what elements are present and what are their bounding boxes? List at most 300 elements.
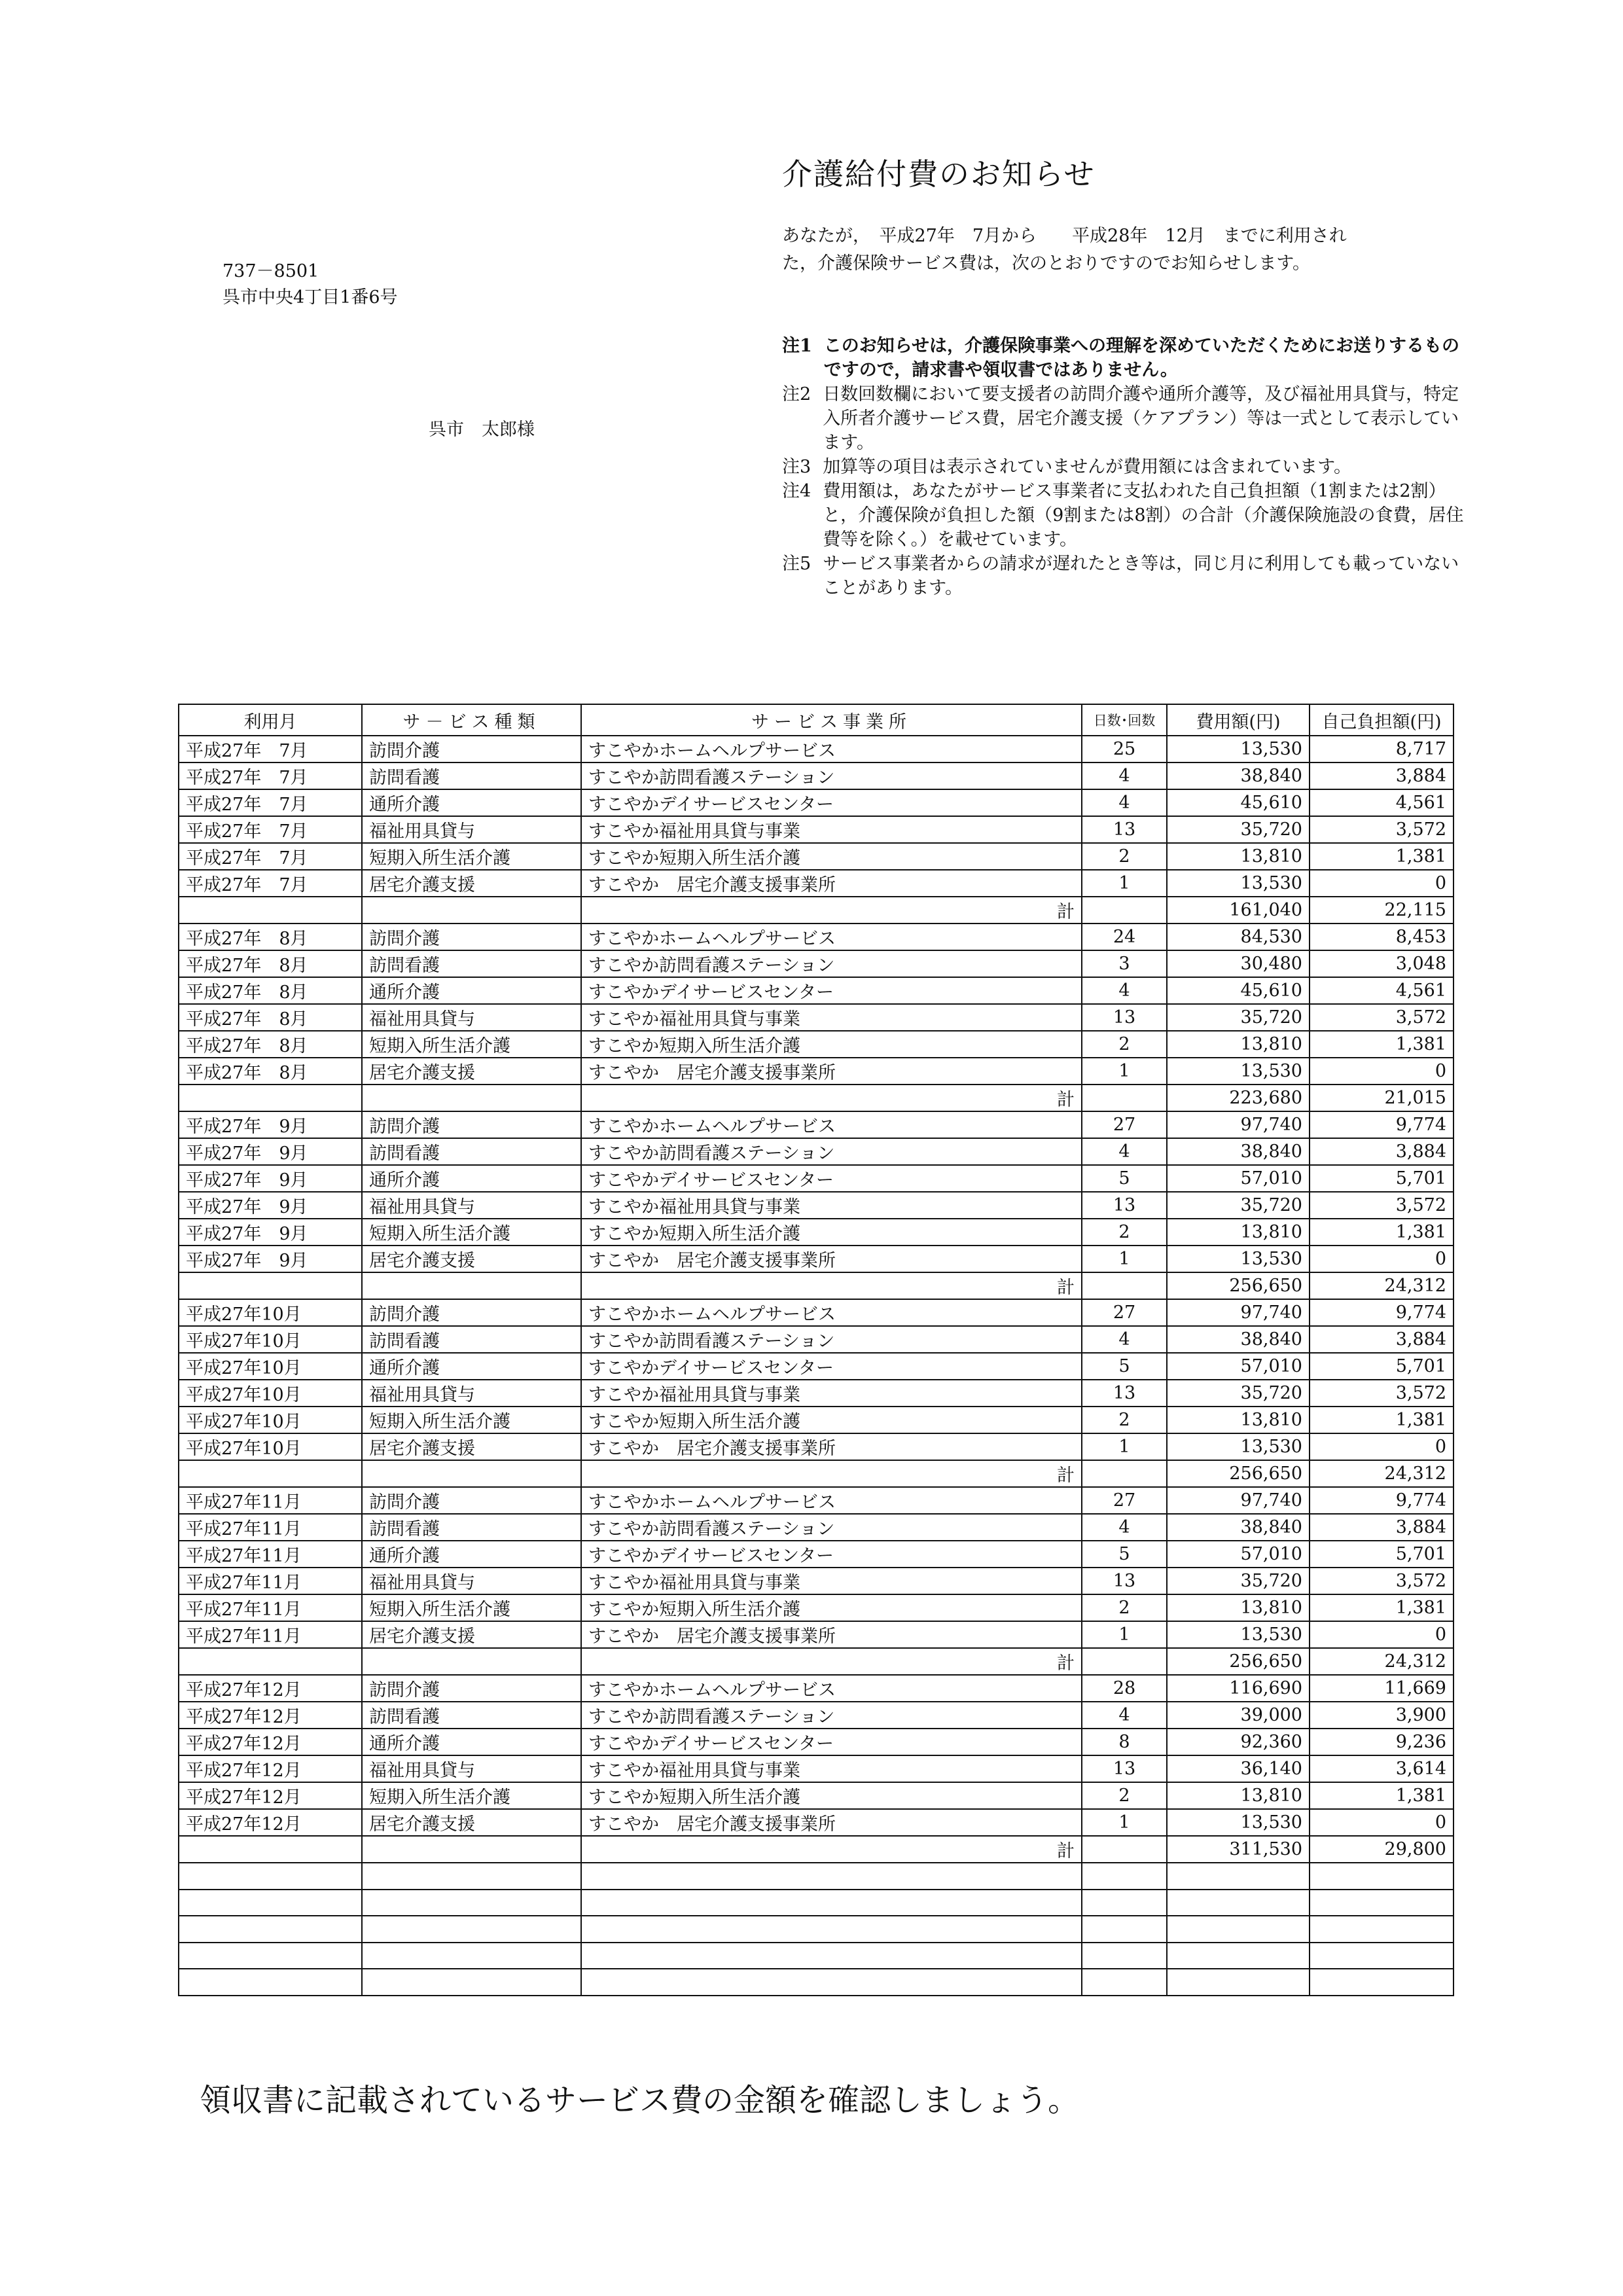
month-cell: 平成27年 9月 [179, 1192, 362, 1219]
cost-cell: 35,720 [1167, 1004, 1310, 1031]
empty-row [179, 1943, 1454, 1969]
days-cell: 5 [1082, 1541, 1167, 1568]
header-provider: サービス事業所 [581, 704, 1082, 736]
month-cell: 平成27年 7月 [179, 843, 362, 870]
table-row [179, 1782, 1454, 1809]
total-row [179, 1836, 1454, 1863]
days-cell: 2 [1082, 1031, 1167, 1058]
total-cost-cell: 311,530 [1167, 1836, 1310, 1863]
table-row [179, 1246, 1454, 1272]
empty-cell [1310, 1890, 1454, 1916]
service-type-cell: 福祉用具貸与 [362, 816, 581, 843]
empty-cell [362, 1085, 581, 1111]
empty-cell [1167, 1890, 1310, 1916]
header-service-type: サ－ビス種類 [362, 704, 581, 736]
provider-cell: すこやかデイサービスセンター [581, 789, 1082, 816]
empty-cell [179, 1836, 362, 1863]
month-cell: 平成27年 7月 [179, 870, 362, 897]
month-cell: 平成27年11月 [179, 1594, 362, 1621]
empty-cell [362, 1272, 581, 1299]
days-cell: 1 [1082, 1621, 1167, 1648]
days-cell: 4 [1082, 789, 1167, 816]
table-row [179, 843, 1454, 870]
empty-cell [179, 1943, 362, 1969]
month-cell: 平成27年 9月 [179, 1219, 362, 1246]
service-type-cell: 居宅介護支援 [362, 1621, 581, 1648]
month-cell: 平成27年10月 [179, 1326, 362, 1353]
month-cell: 平成27年12月 [179, 1702, 362, 1729]
self-pay-cell: 3,572 [1310, 1004, 1454, 1031]
cost-cell: 13,530 [1167, 736, 1310, 762]
provider-cell: すこやか福祉用具貸与事業 [581, 816, 1082, 843]
days-cell: 27 [1082, 1299, 1167, 1326]
provider-cell: すこやかホームヘルプサービス [581, 924, 1082, 950]
empty-cell [1082, 1969, 1167, 1996]
table-row [179, 816, 1454, 843]
note-label: 注4 [782, 481, 812, 501]
days-cell: 13 [1082, 1380, 1167, 1407]
cost-cell: 13,810 [1167, 1219, 1310, 1246]
header-cost: 費用額(円) [1167, 704, 1310, 736]
self-pay-cell: 8,453 [1310, 924, 1454, 950]
note-label: 注5 [782, 554, 812, 574]
month-cell: 平成27年 8月 [179, 977, 362, 1004]
service-type-cell: 居宅介護支援 [362, 1246, 581, 1272]
address: 呉市中央4丁目1番6号 [223, 287, 398, 308]
empty-cell [1167, 1916, 1310, 1943]
self-pay-cell: 5,701 [1310, 1165, 1454, 1192]
provider-cell: すこやかデイサービスセンター [581, 1165, 1082, 1192]
cost-cell: 13,530 [1167, 1809, 1310, 1836]
provider-cell: すこやか短期入所生活介護 [581, 843, 1082, 870]
cost-cell: 57,010 [1167, 1165, 1310, 1192]
cost-cell: 116,690 [1167, 1675, 1310, 1702]
table-row [179, 1809, 1454, 1836]
empty-cell [179, 1890, 362, 1916]
month-cell: 平成27年11月 [179, 1514, 362, 1541]
service-type-cell: 訪問看護 [362, 1326, 581, 1353]
service-type-cell: 訪問介護 [362, 1675, 581, 1702]
note-label: 注2 [782, 384, 812, 404]
self-pay-cell: 0 [1310, 1246, 1454, 1272]
self-pay-cell: 0 [1310, 1058, 1454, 1085]
table-row [179, 1299, 1454, 1326]
days-cell: 4 [1082, 1138, 1167, 1165]
month-cell: 平成27年12月 [179, 1729, 362, 1755]
total-self-pay-cell: 29,800 [1310, 1836, 1454, 1863]
total-cost-cell: 161,040 [1167, 897, 1310, 924]
month-cell: 平成27年11月 [179, 1487, 362, 1514]
provider-cell: すこやか訪問看護ステーション [581, 762, 1082, 789]
cost-cell: 13,810 [1167, 1594, 1310, 1621]
service-type-cell: 福祉用具貸与 [362, 1192, 581, 1219]
service-type-cell: 福祉用具貸与 [362, 1004, 581, 1031]
empty-cell [179, 1460, 362, 1487]
days-cell: 2 [1082, 1219, 1167, 1246]
service-type-cell: 短期入所生活介護 [362, 1782, 581, 1809]
self-pay-cell: 5,701 [1310, 1541, 1454, 1568]
provider-cell: すこやか短期入所生活介護 [581, 1594, 1082, 1621]
month-cell: 平成27年11月 [179, 1568, 362, 1594]
self-pay-cell: 1,381 [1310, 843, 1454, 870]
empty-cell [1082, 1916, 1167, 1943]
self-pay-cell: 4,561 [1310, 789, 1454, 816]
table-row [179, 1192, 1454, 1219]
provider-cell: すこやかホームヘルプサービス [581, 736, 1082, 762]
provider-cell: すこやかデイサービスセンター [581, 1729, 1082, 1755]
self-pay-cell: 1,381 [1310, 1594, 1454, 1621]
self-pay-cell: 1,381 [1310, 1782, 1454, 1809]
days-cell: 13 [1082, 1192, 1167, 1219]
month-cell: 平成27年12月 [179, 1809, 362, 1836]
table-row [179, 1729, 1454, 1755]
month-cell: 平成27年10月 [179, 1433, 362, 1460]
table-row [179, 1058, 1454, 1085]
empty-cell [1082, 1943, 1167, 1969]
provider-cell: すこやかデイサービスセンター [581, 1353, 1082, 1380]
service-type-cell: 居宅介護支援 [362, 1433, 581, 1460]
days-cell: 25 [1082, 736, 1167, 762]
self-pay-cell: 11,669 [1310, 1675, 1454, 1702]
self-pay-cell: 3,884 [1310, 1138, 1454, 1165]
days-cell: 1 [1082, 1058, 1167, 1085]
table-row [179, 1541, 1454, 1568]
provider-cell: すこやか訪問看護ステーション [581, 950, 1082, 977]
service-type-cell: 訪問看護 [362, 1702, 581, 1729]
empty-cell [179, 1648, 362, 1675]
table-header-row [179, 704, 1454, 736]
empty-row [179, 1969, 1454, 1996]
days-cell: 24 [1082, 924, 1167, 950]
provider-cell: すこやか訪問看護ステーション [581, 1514, 1082, 1541]
table-row [179, 762, 1454, 789]
table-row [179, 789, 1454, 816]
provider-cell: すこやか 居宅介護支援事業所 [581, 1246, 1082, 1272]
total-label: 計 [581, 1836, 1082, 1863]
provider-cell: すこやかホームヘルプサービス [581, 1487, 1082, 1514]
self-pay-cell: 1,381 [1310, 1219, 1454, 1246]
provider-cell: すこやか訪問看護ステーション [581, 1138, 1082, 1165]
total-self-pay-cell: 21,015 [1310, 1085, 1454, 1111]
self-pay-cell: 3,900 [1310, 1702, 1454, 1729]
service-type-cell: 通所介護 [362, 1541, 581, 1568]
days-cell: 8 [1082, 1729, 1167, 1755]
empty-cell [1310, 1863, 1454, 1890]
note-text: 費用額は，あなたがサービス事業者に支払われた自己負担額（1割または2割）と，介護保険が負担した額（9割または8割）の合計（介護保険施設の食費，居住費等を除く。）を載せています。 [823, 481, 1464, 550]
days-cell: 1 [1082, 1433, 1167, 1460]
cost-cell: 35,720 [1167, 816, 1310, 843]
empty-cell [362, 1460, 581, 1487]
cost-cell: 39,000 [1167, 1702, 1310, 1729]
self-pay-cell: 9,774 [1310, 1299, 1454, 1326]
days-cell: 4 [1082, 762, 1167, 789]
service-type-cell: 訪問看護 [362, 950, 581, 977]
self-pay-cell: 3,572 [1310, 1192, 1454, 1219]
table-row [179, 1487, 1454, 1514]
cost-cell: 30,480 [1167, 950, 1310, 977]
empty-cell [1167, 1943, 1310, 1969]
empty-cell [1082, 1863, 1167, 1890]
provider-cell: すこやか短期入所生活介護 [581, 1219, 1082, 1246]
service-type-cell: 短期入所生活介護 [362, 1031, 581, 1058]
days-cell: 4 [1082, 1514, 1167, 1541]
empty-cell [581, 1969, 1082, 1996]
service-type-cell: 福祉用具貸与 [362, 1380, 581, 1407]
cost-cell: 45,610 [1167, 977, 1310, 1004]
table-row [179, 1675, 1454, 1702]
service-type-cell: 通所介護 [362, 1353, 581, 1380]
cost-cell: 97,740 [1167, 1487, 1310, 1514]
cost-cell: 13,530 [1167, 1621, 1310, 1648]
table-row [179, 1594, 1454, 1621]
header-days: 日数･回数 [1082, 704, 1167, 736]
days-cell: 4 [1082, 977, 1167, 1004]
provider-cell: すこやか福祉用具貸与事業 [581, 1004, 1082, 1031]
provider-cell: すこやかデイサービスセンター [581, 1541, 1082, 1568]
month-cell: 平成27年12月 [179, 1755, 362, 1782]
service-type-cell: 訪問看護 [362, 762, 581, 789]
cost-cell: 13,810 [1167, 1031, 1310, 1058]
total-label: 計 [581, 1085, 1082, 1111]
provider-cell: すこやかデイサービスセンター [581, 977, 1082, 1004]
self-pay-cell: 8,717 [1310, 736, 1454, 762]
month-cell: 平成27年 8月 [179, 924, 362, 950]
total-label: 計 [581, 897, 1082, 924]
days-cell: 13 [1082, 1755, 1167, 1782]
empty-cell [179, 1085, 362, 1111]
days-cell: 4 [1082, 1702, 1167, 1729]
provider-cell: すこやか 居宅介護支援事業所 [581, 1433, 1082, 1460]
month-cell: 平成27年10月 [179, 1299, 362, 1326]
self-pay-cell: 0 [1310, 1433, 1454, 1460]
self-pay-cell: 4,561 [1310, 977, 1454, 1004]
month-cell: 平成27年 8月 [179, 950, 362, 977]
service-type-cell: 訪問介護 [362, 736, 581, 762]
total-row [179, 1272, 1454, 1299]
note-5 [782, 552, 1476, 600]
provider-cell: すこやか 居宅介護支援事業所 [581, 870, 1082, 897]
intro-text: あなたが， 平成27年 7月から 平成28年 12月 までに利用された，介護保険サービス費は，次のとおりですのでお知らせします。 [782, 226, 1347, 274]
table-body [179, 736, 1454, 1996]
note-4 [782, 479, 1476, 552]
cost-cell: 45,610 [1167, 789, 1310, 816]
cost-cell: 13,530 [1167, 1058, 1310, 1085]
provider-cell: すこやか短期入所生活介護 [581, 1031, 1082, 1058]
self-pay-cell: 9,774 [1310, 1111, 1454, 1138]
empty-cell [362, 1836, 581, 1863]
empty-row [179, 1890, 1454, 1916]
empty-cell [179, 1916, 362, 1943]
recipient-name: 呉市 太郎様 [429, 420, 535, 440]
cost-cell: 35,720 [1167, 1192, 1310, 1219]
table-row [179, 977, 1454, 1004]
service-type-cell: 訪問介護 [362, 1487, 581, 1514]
service-type-cell: 通所介護 [362, 977, 581, 1004]
table-row [179, 1514, 1454, 1541]
table-row [179, 1621, 1454, 1648]
month-cell: 平成27年 7月 [179, 762, 362, 789]
cost-cell: 38,840 [1167, 1326, 1310, 1353]
cost-cell: 97,740 [1167, 1111, 1310, 1138]
service-type-cell: 短期入所生活介護 [362, 1594, 581, 1621]
total-cost-cell: 256,650 [1167, 1460, 1310, 1487]
table-row [179, 1353, 1454, 1380]
cost-cell: 13,530 [1167, 1433, 1310, 1460]
empty-cell [1082, 1890, 1167, 1916]
month-cell: 平成27年12月 [179, 1675, 362, 1702]
self-pay-cell: 3,048 [1310, 950, 1454, 977]
days-cell: 5 [1082, 1165, 1167, 1192]
empty-cell [362, 1890, 581, 1916]
cost-cell: 38,840 [1167, 762, 1310, 789]
days-cell: 4 [1082, 1326, 1167, 1353]
month-cell: 平成27年 9月 [179, 1111, 362, 1138]
total-self-pay-cell: 24,312 [1310, 1460, 1454, 1487]
cost-cell: 97,740 [1167, 1299, 1310, 1326]
provider-cell: すこやか 居宅介護支援事業所 [581, 1809, 1082, 1836]
total-cost-cell: 256,650 [1167, 1648, 1310, 1675]
self-pay-cell: 5,701 [1310, 1353, 1454, 1380]
self-pay-cell: 3,572 [1310, 816, 1454, 843]
service-table [178, 704, 1454, 1996]
total-row [179, 1085, 1454, 1111]
table-row [179, 1165, 1454, 1192]
self-pay-cell: 3,884 [1310, 762, 1454, 789]
self-pay-cell: 3,884 [1310, 1326, 1454, 1353]
provider-cell: すこやか福祉用具貸与事業 [581, 1192, 1082, 1219]
days-cell: 2 [1082, 1782, 1167, 1809]
empty-cell [1167, 1969, 1310, 1996]
provider-cell: すこやか 居宅介護支援事業所 [581, 1058, 1082, 1085]
self-pay-cell: 3,614 [1310, 1755, 1454, 1782]
cost-cell: 13,530 [1167, 1246, 1310, 1272]
table-row [179, 1138, 1454, 1165]
table-row [179, 1568, 1454, 1594]
service-type-cell: 訪問介護 [362, 1299, 581, 1326]
self-pay-cell: 3,884 [1310, 1514, 1454, 1541]
empty-cell [362, 897, 581, 924]
service-type-cell: 訪問介護 [362, 924, 581, 950]
days-cell: 13 [1082, 816, 1167, 843]
empty-cell [1082, 1272, 1167, 1299]
provider-cell: すこやかホームヘルプサービス [581, 1299, 1082, 1326]
empty-cell [1310, 1943, 1454, 1969]
total-label: 計 [581, 1272, 1082, 1299]
total-self-pay-cell: 24,312 [1310, 1648, 1454, 1675]
cost-cell: 38,840 [1167, 1514, 1310, 1541]
table-row [179, 1326, 1454, 1353]
empty-row [179, 1916, 1454, 1943]
provider-cell: すこやか福祉用具貸与事業 [581, 1568, 1082, 1594]
total-cost-cell: 256,650 [1167, 1272, 1310, 1299]
total-row [179, 1648, 1454, 1675]
days-cell: 27 [1082, 1111, 1167, 1138]
empty-cell [581, 1943, 1082, 1969]
footer-message: 領収書に記載されているサービス費の金額を確認しましょう。 [200, 2082, 1080, 2119]
days-cell: 28 [1082, 1675, 1167, 1702]
empty-cell [1082, 1836, 1167, 1863]
note-label: 注1 [782, 336, 812, 356]
cost-cell: 38,840 [1167, 1138, 1310, 1165]
month-cell: 平成27年 9月 [179, 1246, 362, 1272]
service-type-cell: 短期入所生活介護 [362, 1407, 581, 1433]
empty-cell [581, 1916, 1082, 1943]
empty-cell [362, 1916, 581, 1943]
empty-cell [581, 1863, 1082, 1890]
table-row [179, 1219, 1454, 1246]
service-type-cell: 通所介護 [362, 789, 581, 816]
cost-cell: 35,720 [1167, 1568, 1310, 1594]
table-row [179, 1407, 1454, 1433]
cost-cell: 36,140 [1167, 1755, 1310, 1782]
service-type-cell: 通所介護 [362, 1165, 581, 1192]
document-title: 介護給付費のお知らせ [782, 156, 1096, 192]
self-pay-cell: 3,572 [1310, 1568, 1454, 1594]
days-cell: 2 [1082, 1594, 1167, 1621]
header-month: 利用月 [179, 704, 362, 736]
service-type-cell: 短期入所生活介護 [362, 843, 581, 870]
days-cell: 1 [1082, 870, 1167, 897]
provider-cell: すこやかホームヘルプサービス [581, 1675, 1082, 1702]
cost-cell: 92,360 [1167, 1729, 1310, 1755]
provider-cell: すこやか福祉用具貸与事業 [581, 1380, 1082, 1407]
note-text: サービス事業者からの請求が遅れたとき等は，同じ月に利用しても載っていないことがあります。 [823, 554, 1459, 598]
self-pay-cell: 1,381 [1310, 1031, 1454, 1058]
total-label: 計 [581, 1460, 1082, 1487]
cost-cell: 13,810 [1167, 1407, 1310, 1433]
days-cell: 1 [1082, 1809, 1167, 1836]
table-row [179, 1433, 1454, 1460]
total-label: 計 [581, 1648, 1082, 1675]
empty-cell [1310, 1969, 1454, 1996]
cost-cell: 57,010 [1167, 1541, 1310, 1568]
days-cell: 2 [1082, 1407, 1167, 1433]
month-cell: 平成27年 8月 [179, 1031, 362, 1058]
table-row [179, 1380, 1454, 1407]
empty-cell [362, 1943, 581, 1969]
self-pay-cell: 0 [1310, 870, 1454, 897]
note-text: 日数回数欄において要支援者の訪問介護や通所介護等，及び福祉用具貸与，特定入所者介護サービス費，居宅介護支援（ケアプラン）等は一式として表示しています。 [823, 384, 1459, 453]
month-cell: 平成27年10月 [179, 1353, 362, 1380]
month-cell: 平成27年 7月 [179, 816, 362, 843]
provider-cell: すこやか訪問看護ステーション [581, 1702, 1082, 1729]
service-type-cell: 福祉用具貸与 [362, 1755, 581, 1782]
cost-cell: 35,720 [1167, 1380, 1310, 1407]
table-row [179, 1004, 1454, 1031]
provider-cell: すこやか短期入所生活介護 [581, 1782, 1082, 1809]
month-cell: 平成27年 7月 [179, 736, 362, 762]
empty-row [179, 1863, 1454, 1890]
service-type-cell: 訪問介護 [362, 1111, 581, 1138]
month-cell: 平成27年11月 [179, 1621, 362, 1648]
days-cell: 13 [1082, 1568, 1167, 1594]
empty-cell [1167, 1863, 1310, 1890]
table-row [179, 870, 1454, 897]
self-pay-cell: 0 [1310, 1809, 1454, 1836]
service-type-cell: 通所介護 [362, 1729, 581, 1755]
note-2 [782, 382, 1476, 455]
service-type-cell: 居宅介護支援 [362, 1809, 581, 1836]
service-type-cell: 居宅介護支援 [362, 1058, 581, 1085]
service-type-cell: 居宅介護支援 [362, 870, 581, 897]
empty-cell [179, 1272, 362, 1299]
cost-cell: 13,810 [1167, 843, 1310, 870]
empty-cell [581, 1890, 1082, 1916]
total-row [179, 897, 1454, 924]
postal-code: 737－8501 [223, 261, 319, 281]
empty-cell [179, 1863, 362, 1890]
notes-section [782, 334, 1476, 600]
